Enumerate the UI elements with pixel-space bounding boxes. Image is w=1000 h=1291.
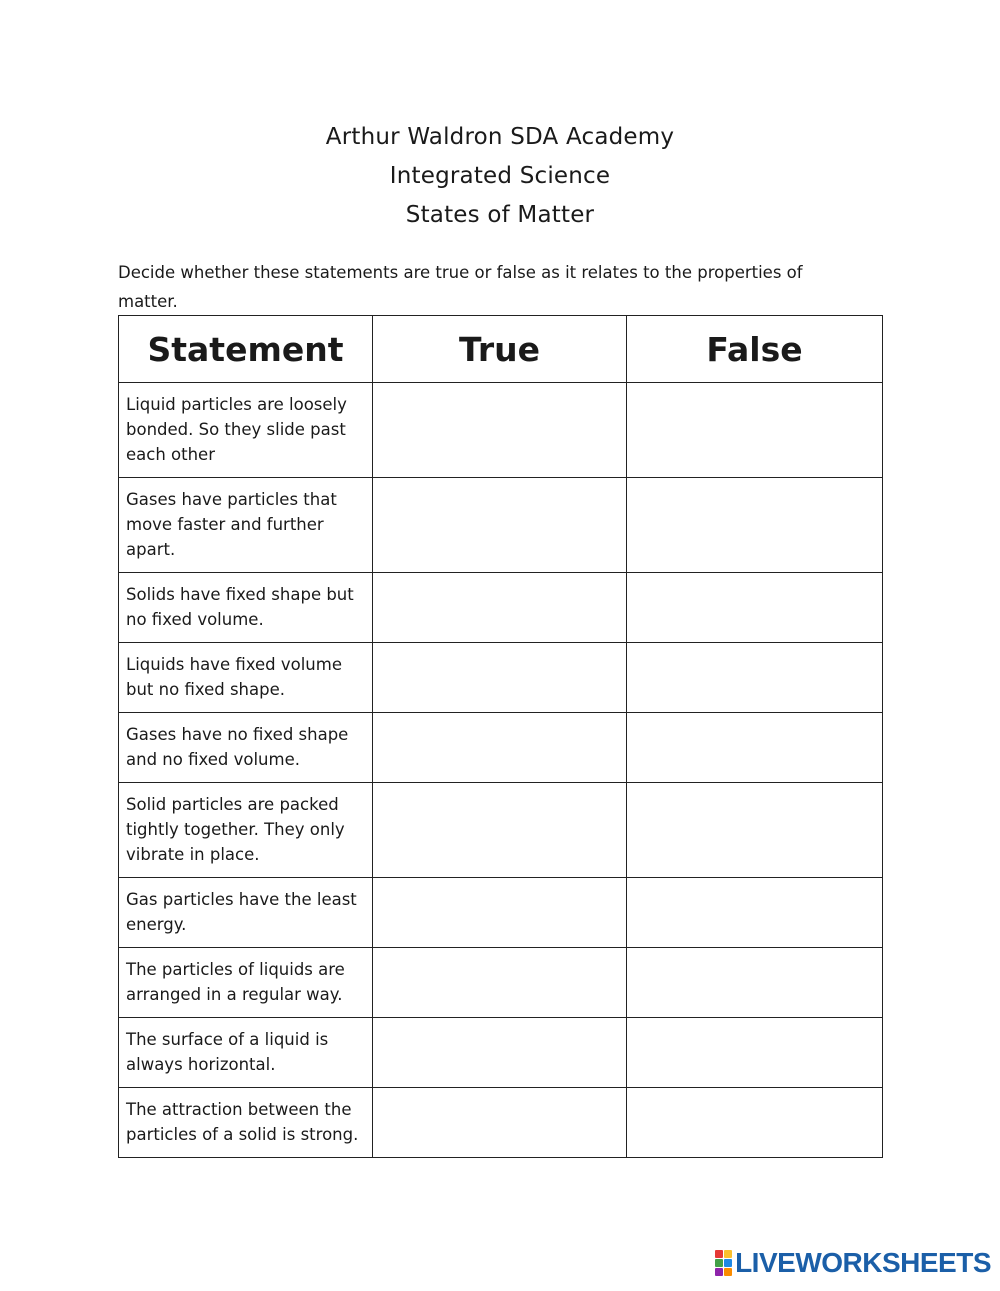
false-answer-cell[interactable] bbox=[627, 713, 883, 783]
statement-cell: Liquids have fixed volume but no fixed shape. bbox=[119, 643, 373, 713]
column-header-false: False bbox=[627, 316, 883, 383]
table-row bbox=[119, 1088, 883, 1158]
subject-title: Integrated Science bbox=[389, 163, 611, 189]
table-row bbox=[119, 783, 883, 878]
false-answer-cell[interactable] bbox=[627, 643, 883, 713]
statement-cell: Gases have no fixed shape and no fixed volume. bbox=[119, 713, 373, 783]
table-header-row bbox=[119, 316, 883, 383]
true-answer-cell[interactable] bbox=[373, 643, 627, 713]
false-answer-cell[interactable] bbox=[627, 383, 883, 478]
statement-cell: Liquid particles are loosely bonded. So they slide past each other bbox=[119, 383, 373, 478]
true-answer-cell[interactable] bbox=[373, 713, 627, 783]
true-answer-cell[interactable] bbox=[373, 478, 627, 573]
school-name: Arthur Waldron SDA Academy bbox=[325, 124, 675, 150]
liveworksheets-logo[interactable] bbox=[715, 1245, 991, 1281]
table-row bbox=[119, 713, 883, 783]
table-row bbox=[119, 1018, 883, 1088]
false-answer-cell[interactable] bbox=[627, 478, 883, 573]
table-row bbox=[119, 573, 883, 643]
true-answer-cell[interactable] bbox=[373, 573, 627, 643]
false-answer-cell[interactable] bbox=[627, 948, 883, 1018]
true-answer-cell[interactable] bbox=[373, 783, 627, 878]
false-answer-cell[interactable] bbox=[627, 1088, 883, 1158]
statement-cell: Gases have particles that move faster and further apart. bbox=[119, 478, 373, 573]
liveworksheets-logo-icon bbox=[715, 1250, 732, 1276]
true-answer-cell[interactable] bbox=[373, 878, 627, 948]
topic-title: States of Matter bbox=[405, 202, 595, 228]
table-row bbox=[119, 383, 883, 478]
false-answer-cell[interactable] bbox=[627, 1018, 883, 1088]
table-row bbox=[119, 948, 883, 1018]
column-header-true: True bbox=[373, 316, 627, 383]
instructions-text: Decide whether these statements are true or false as it relates to the properties of matter. bbox=[118, 263, 803, 311]
statement-cell: The particles of liquids are arranged in a regular way. bbox=[119, 948, 373, 1018]
false-answer-cell[interactable] bbox=[627, 783, 883, 878]
table-row bbox=[119, 878, 883, 948]
table-row bbox=[119, 643, 883, 713]
statement-cell: Gas particles have the least energy. bbox=[119, 878, 373, 948]
logo-text: LIVEWORKSHEETS bbox=[735, 1247, 991, 1278]
statement-cell: Solid particles are packed tightly together. They only vibrate in place. bbox=[119, 783, 373, 878]
true-answer-cell[interactable] bbox=[373, 948, 627, 1018]
table-row bbox=[119, 478, 883, 573]
true-false-table bbox=[118, 315, 883, 1158]
true-answer-cell[interactable] bbox=[373, 383, 627, 478]
statement-cell: The surface of a liquid is always horizontal. bbox=[119, 1018, 373, 1088]
false-answer-cell[interactable] bbox=[627, 878, 883, 948]
worksheet-header bbox=[0, 118, 1000, 235]
true-answer-cell[interactable] bbox=[373, 1088, 627, 1158]
column-header-statement: Statement bbox=[119, 316, 373, 383]
statement-cell: The attraction between the particles of a solid is strong. bbox=[119, 1088, 373, 1158]
false-answer-cell[interactable] bbox=[627, 573, 883, 643]
statement-cell: Solids have fixed shape but no fixed volume. bbox=[119, 573, 373, 643]
true-answer-cell[interactable] bbox=[373, 1018, 627, 1088]
